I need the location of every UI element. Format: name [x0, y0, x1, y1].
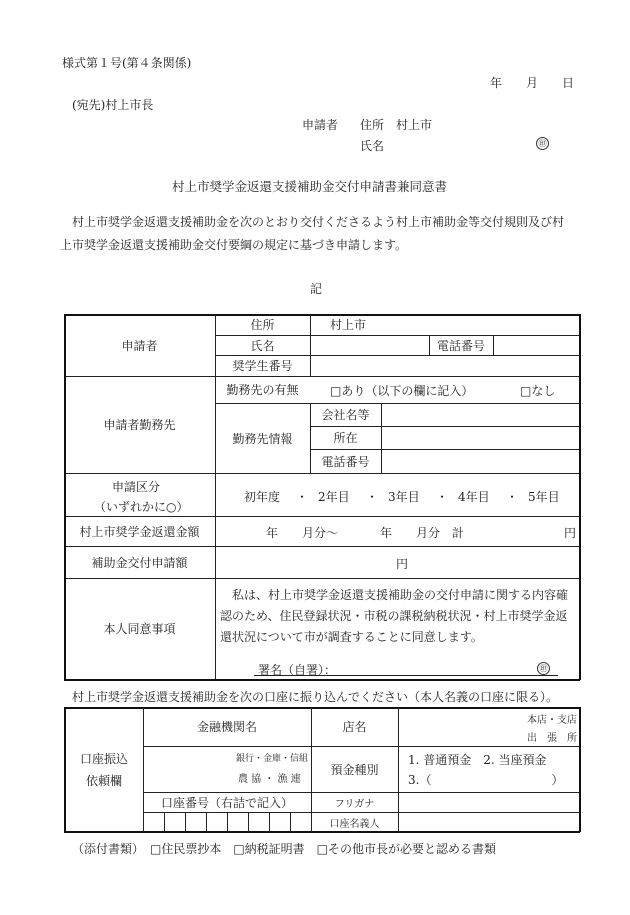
- addressee: (宛先)村上市長: [72, 98, 154, 112]
- subsidy-amount-header: 補助金交付申請額: [91, 555, 188, 570]
- transfer-note: 村上市奨学金返還支援補助金を次の口座に振り込んでください（本人名義の口座に限る）。: [72, 690, 559, 704]
- location-header: 所在: [333, 431, 358, 445]
- year-option-2[interactable]: 2年目: [318, 490, 350, 504]
- year-sep: ・: [366, 490, 379, 504]
- signature-label[interactable]: 署名（自署）：: [258, 663, 337, 677]
- account-holder-header: 口座名義人: [329, 818, 380, 830]
- consent-line-3: 還状況について市が調査することに同意します。: [220, 630, 483, 644]
- workplace-info-header: 勤務先情報: [232, 431, 293, 446]
- repay-yen: 円: [564, 526, 577, 540]
- year-sep: ・: [436, 490, 449, 504]
- address-input[interactable]: 村上市: [330, 318, 367, 332]
- repay-period-from[interactable]: 年 月分～: [266, 526, 339, 540]
- institution-type-1: 銀行・金庫・信組: [236, 754, 309, 764]
- date-field[interactable]: 年 月 日: [490, 76, 575, 90]
- deposit-type-options-1[interactable]: 1. 普通預金 2. 当座預金: [408, 753, 547, 767]
- scholar-no-input[interactable]: [310, 355, 579, 376]
- bank-section-header-2: 依頼欄: [86, 774, 123, 788]
- deposit-type-options-2[interactable]: 3.（ ）: [408, 773, 564, 787]
- employed-yes-checkbox[interactable]: □あり（以下の欄に記入）: [330, 384, 474, 398]
- furigana-header: フリガナ: [334, 798, 375, 810]
- year-option-4[interactable]: 4年目: [458, 490, 490, 504]
- intro-line-2: 上市奨学金返還支援補助金交付要綱の規定に基づき申請します。: [60, 238, 408, 252]
- scholar-no-header: 奨学生番号: [232, 359, 293, 373]
- work-phone-header: 電話番号: [321, 454, 370, 469]
- year-option-5[interactable]: 5年目: [528, 490, 560, 504]
- account-number-header: 口座番号（右詰で記入）: [160, 795, 293, 810]
- consent-line-2: 認のため、住民登録状況・市税の課税納税状況・村上市奨学金返: [220, 609, 568, 623]
- applicant-header: 申請者: [121, 338, 158, 353]
- form-number: 様式第１号(第４条関係): [62, 56, 192, 70]
- year-sep: ・: [296, 490, 309, 504]
- employed-no-checkbox[interactable]: □なし: [520, 384, 556, 398]
- applicant-label: 申請者: [302, 118, 339, 132]
- intro-line-1: 村上市奨学金返還支援補助金を次のとおり交付くださるよう村上市補助金等交付規則及び村: [72, 215, 565, 229]
- institution-header: 金融機関名: [196, 720, 257, 734]
- branch-type-1: 本店・支店: [527, 715, 577, 726]
- phone-input[interactable]: [493, 335, 579, 355]
- name-header: 氏名: [250, 338, 275, 353]
- company-input[interactable]: [381, 403, 579, 426]
- seal-mark: ㊞: [536, 135, 549, 150]
- branch-type-2: 出 張 所: [527, 733, 577, 744]
- address-value: 村上市: [396, 118, 433, 132]
- document-title: 村上市奨学金返還支援補助金交付申請書兼同意書: [172, 179, 448, 194]
- repay-period-to[interactable]: 年 月分 計: [380, 526, 465, 540]
- branch-header: 店名: [342, 720, 367, 734]
- employed-header: 勤務先の有無: [226, 383, 299, 397]
- name-input[interactable]: [310, 335, 429, 355]
- work-phone-input[interactable]: [381, 449, 579, 473]
- year-sep: ・: [506, 490, 519, 504]
- consent-header: 本人同意事項: [103, 622, 176, 636]
- category-header-2: （いずれかに○）: [94, 500, 189, 514]
- ki-heading: 記: [310, 282, 323, 296]
- address-header: 住所: [250, 318, 275, 332]
- year-option-3[interactable]: 3年目: [388, 490, 420, 504]
- year-option-1[interactable]: 初年度: [244, 490, 281, 504]
- company-header: 会社名等: [321, 408, 370, 422]
- bank-section-header-1: 口座振込: [80, 752, 129, 766]
- workplace-header: 申請者勤務先: [103, 418, 176, 432]
- address-label: 住所: [360, 118, 385, 132]
- consent-line-1: 私は、村上市奨学金返還支援補助金の交付申請に関する内容確: [232, 588, 569, 602]
- name-label: 氏名: [360, 139, 385, 153]
- subsidy-yen: 円: [396, 557, 409, 571]
- attachments-list: （添付書類） □住民票抄本 □納税証明書 □その他市長が必要と認める書類: [72, 842, 497, 856]
- deposit-type-header: 預金種別: [330, 762, 379, 777]
- location-input[interactable]: [381, 426, 579, 449]
- repay-amount-header: 村上市奨学金返還金額: [79, 524, 200, 539]
- signature-seal: ㊞: [537, 660, 550, 675]
- category-header-1: 申請区分: [112, 480, 161, 494]
- institution-type-2: 農 協 ・ 漁 連: [238, 774, 301, 785]
- phone-header: 電話番号: [436, 338, 485, 353]
